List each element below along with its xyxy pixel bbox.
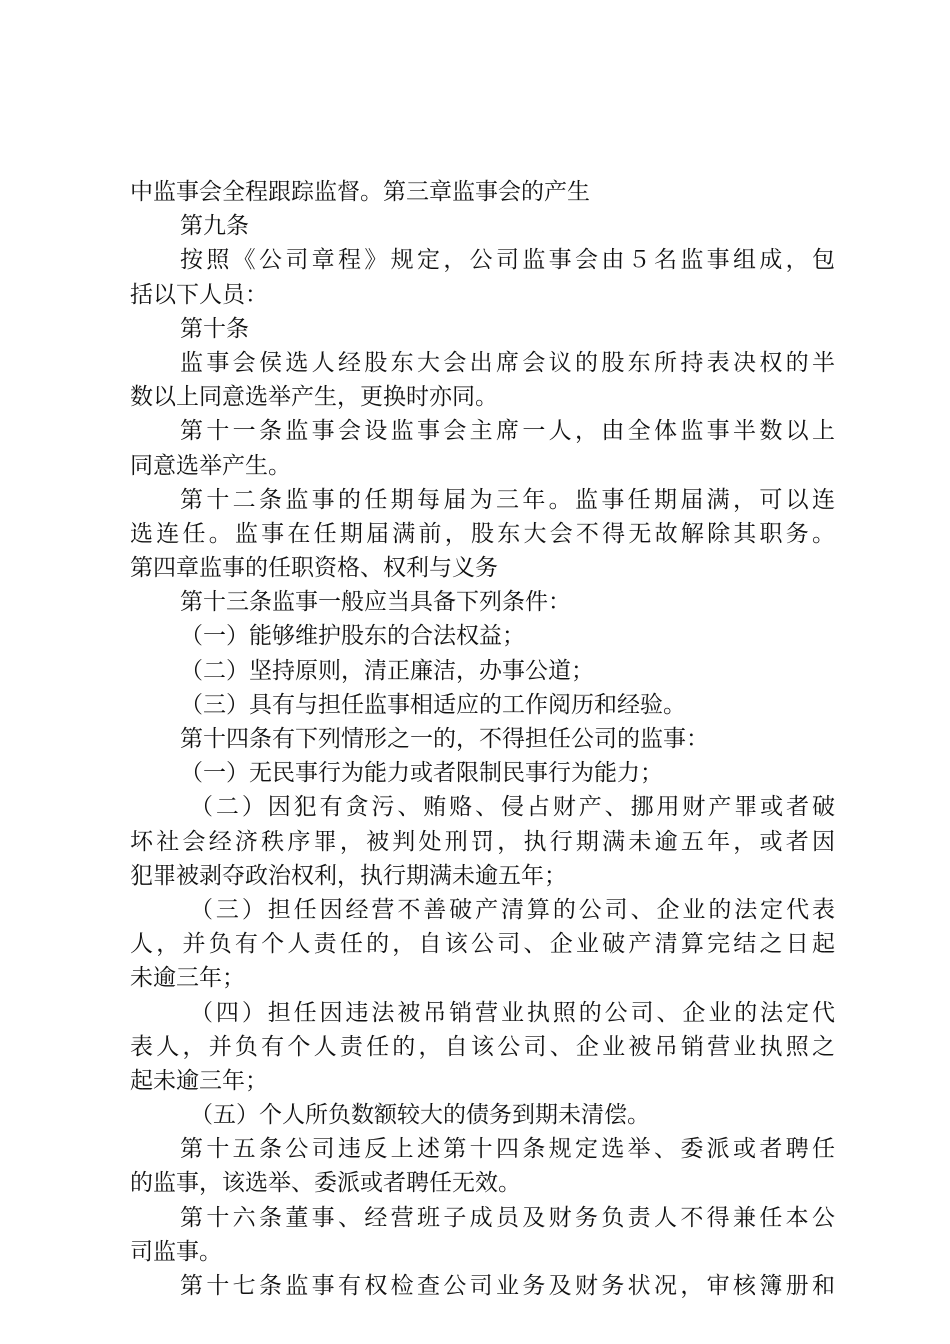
- text-line: （五）个人所负数额较大的债务到期未清偿。: [190, 1102, 650, 1129]
- text-line: 表人，并负有个人责任的，自该公司、企业被吊销营业执照之: [130, 1033, 835, 1060]
- text-line: 同意选举产生。: [130, 452, 291, 479]
- text-line: 人，并负有个人责任的，自该公司、企业破产清算完结之日起: [130, 931, 835, 958]
- text-line: 中监事会全程跟踪监督。第三章监事会的产生: [130, 179, 590, 205]
- text-line: 第十条: [180, 315, 249, 342]
- text-line: 犯罪被剥夺政治权利，执行期满未逾五年；: [130, 862, 567, 889]
- text-line: 第十一条监事会设监事会主席一人，由全体监事半数以上: [180, 418, 835, 445]
- text-line: 起未逾三年；: [130, 1067, 268, 1094]
- text-line: （二）因犯有贪污、贿赂、侵占财产、挪用财产罪或者破: [190, 794, 835, 821]
- text-line: 第十二条监事的任期每届为三年。监事任期届满，可以连: [180, 486, 835, 513]
- document-body: [130, 175, 835, 1303]
- text-line: 第四章监事的任职资格、权利与义务: [130, 555, 498, 582]
- text-line: 第十四条有下列情形之一的，不得担任公司的监事：: [180, 726, 709, 752]
- text-line: 按照《公司章程》规定，公司监事会由５名监事组成，包: [180, 247, 835, 274]
- text-line: 监事会侯选人经股东大会出席会议的股东所持表决权的半: [180, 349, 835, 376]
- text-line: 第十六条董事、经营班子成员及财务负责人不得兼任本公: [180, 1204, 835, 1231]
- text-line: 的监事，该选举、委派或者聘任无效。: [130, 1170, 521, 1197]
- text-line: 第十七条监事有权检查公司业务及财务状况，审核簿册和: [180, 1273, 835, 1299]
- text-line: 坏社会经济秩序罪，被判处刑罚，执行期满未逾五年，或者因: [130, 828, 835, 855]
- text-line: 选连任。监事在任期届满前，股东大会不得无故解除其职务。: [130, 520, 835, 547]
- text-line: （二）坚持原则，清正廉洁，办事公道；: [180, 657, 594, 684]
- text-line: （一）无民事行为能力或者限制民事行为能力；: [180, 760, 663, 787]
- text-line: （三）具有与担任监事相适应的工作阅历和经验。: [180, 691, 686, 718]
- text-line: 括以下人员：: [130, 281, 268, 308]
- text-line: 第十三条监事一般应当具备下列条件：: [180, 589, 571, 616]
- text-line: 第九条: [180, 213, 249, 240]
- text-line: 数以上同意选举产生，更换时亦同。: [130, 384, 498, 411]
- text-line: （一）能够维护股东的合法权益；: [180, 623, 525, 650]
- text-line: 未逾三年；: [130, 965, 245, 992]
- text-line: （三）担任因经营不善破产清算的公司、企业的法定代表: [190, 896, 835, 923]
- text-line: 司监事。: [130, 1238, 222, 1265]
- text-line: （四）担任因违法被吊销营业执照的公司、企业的法定代: [190, 999, 835, 1026]
- text-line: 第十五条公司违反上述第十四条规定选举、委派或者聘任: [180, 1136, 835, 1163]
